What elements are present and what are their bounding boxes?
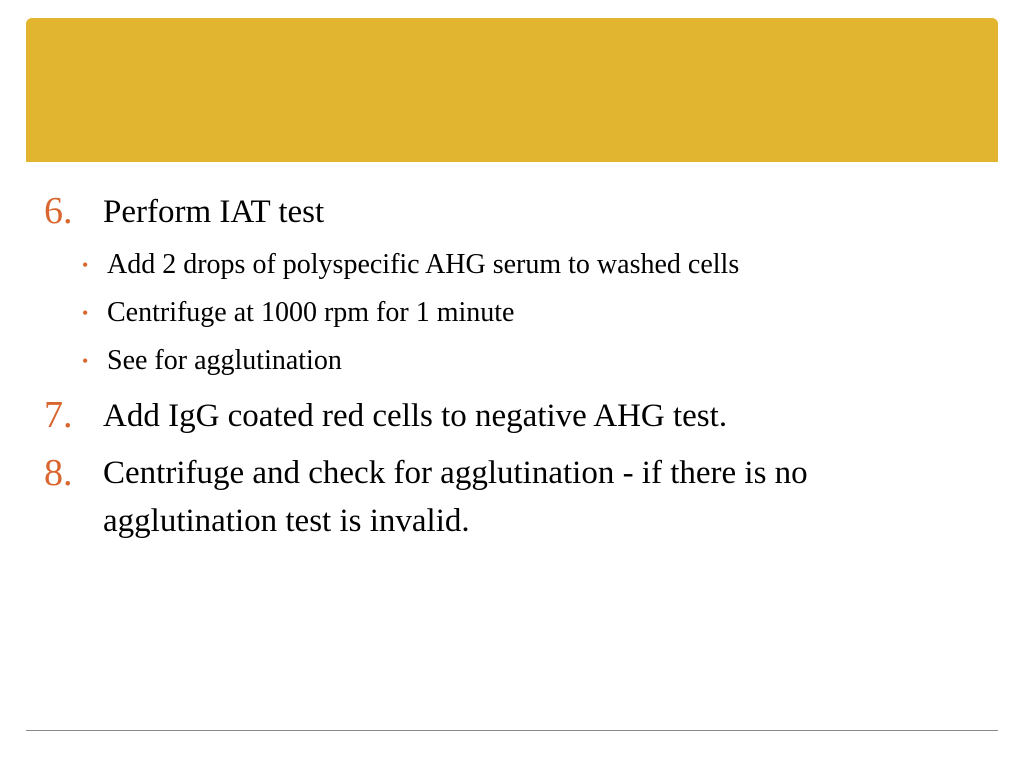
bullet-icon: • bbox=[82, 303, 89, 323]
subitem-text: Add 2 drops of polyspecific AHG serum to washed cells bbox=[107, 249, 740, 280]
item-number-7: 7. bbox=[44, 394, 73, 436]
item-number-8: 8. bbox=[44, 452, 73, 494]
bullet-icon: • bbox=[82, 255, 89, 275]
item-text-7: Add IgG coated red cells to negative AHG test. bbox=[103, 398, 728, 434]
subitem-text: See for agglutination bbox=[107, 345, 342, 376]
subitem-text: Centrifuge at 1000 rpm for 1 minute bbox=[107, 297, 515, 328]
item-number-6: 6. bbox=[44, 190, 73, 232]
bullet-icon: • bbox=[82, 351, 89, 371]
item-text-8-line2: agglutination test is invalid. bbox=[103, 503, 470, 539]
footer-divider bbox=[26, 730, 998, 731]
item-text-8-line1: Centrifuge and check for agglutination - if there is no bbox=[103, 455, 808, 491]
item-text-6: Perform IAT test bbox=[103, 194, 325, 230]
